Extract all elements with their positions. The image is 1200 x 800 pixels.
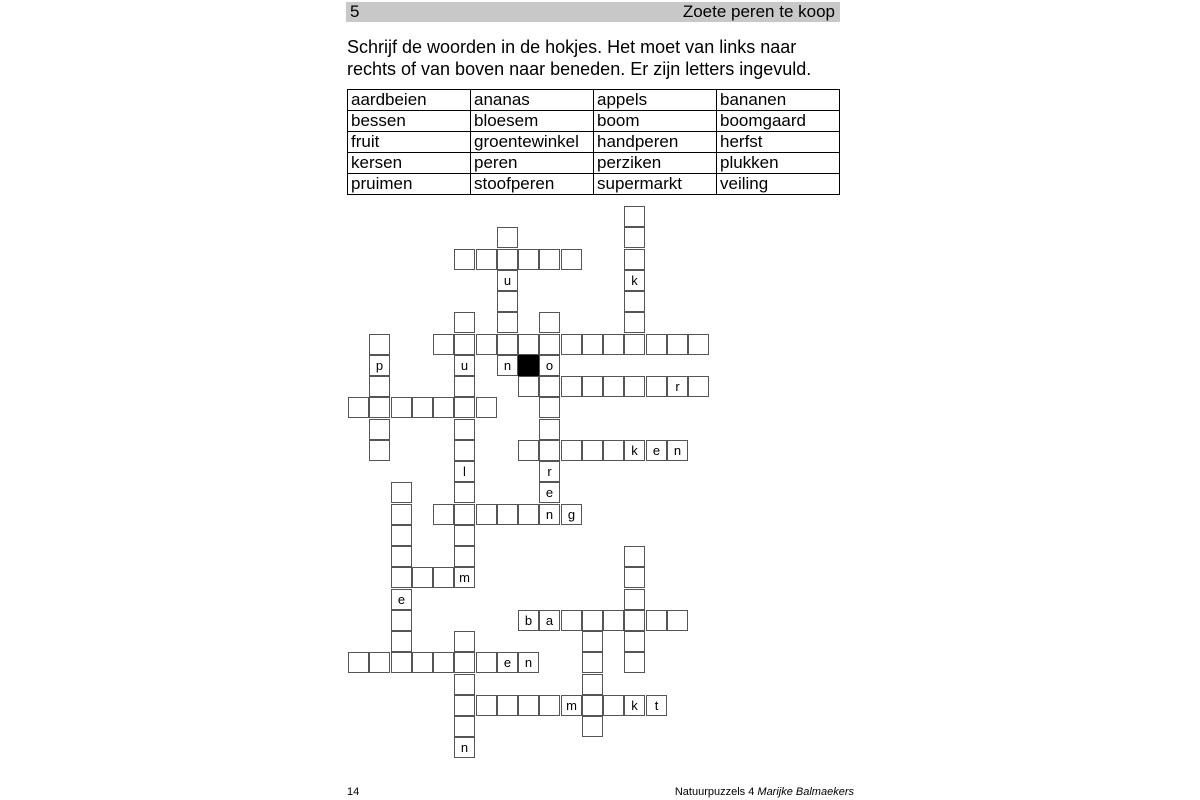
crossword-cell[interactable]: [582, 716, 603, 737]
crossword-cell[interactable]: [476, 397, 497, 418]
word-list-table: [347, 89, 840, 195]
word-cell: supermarkt: [594, 174, 717, 195]
crossword-cell[interactable]: [624, 206, 645, 227]
crossword-cell[interactable]: [518, 334, 539, 355]
crossword-cell[interactable]: [497, 291, 518, 312]
crossword-cell[interactable]: [603, 695, 624, 716]
crossword-letter-cell[interactable]: u: [454, 355, 475, 376]
crossword-cell[interactable]: [454, 312, 475, 333]
crossword-letter-cell[interactable]: b: [518, 610, 539, 631]
crossword-black-cell[interactable]: [518, 355, 539, 376]
crossword-cell[interactable]: [454, 397, 475, 418]
crossword-letter-cell[interactable]: p: [369, 355, 390, 376]
crossword-cell[interactable]: [582, 674, 603, 695]
page-number: 14: [347, 786, 360, 798]
crossword-cell[interactable]: [624, 291, 645, 312]
instruction-line-1: Schrijf de woorden in de hokjes. Het moet van links naar: [347, 37, 797, 57]
crossword-letter-cell[interactable]: m: [561, 695, 582, 716]
crossword-cell[interactable]: [391, 546, 412, 567]
crossword-cell[interactable]: [518, 695, 539, 716]
crossword-cell[interactable]: [624, 631, 645, 652]
word-cell: groentewinkel: [471, 132, 594, 153]
crossword-cell[interactable]: [561, 249, 582, 270]
crossword-letter-cell[interactable]: k: [624, 440, 645, 461]
crossword-cell[interactable]: [582, 695, 603, 716]
word-cell: plukken: [717, 153, 840, 174]
crossword-cell[interactable]: [646, 376, 667, 397]
crossword-cell[interactable]: [539, 312, 560, 333]
crossword-cell[interactable]: [369, 419, 390, 440]
crossword-cell[interactable]: [476, 652, 497, 673]
crossword-letter-cell[interactable]: k: [624, 270, 645, 291]
crossword-cell[interactable]: [624, 227, 645, 248]
footer-credit: [675, 786, 854, 798]
word-cell: stoofperen: [471, 174, 594, 195]
word-cell: peren: [471, 153, 594, 174]
crossword-letter-cell[interactable]: e: [391, 589, 412, 610]
crossword-cell[interactable]: [539, 419, 560, 440]
crossword-cell[interactable]: [433, 567, 454, 588]
crossword-cell[interactable]: [454, 674, 475, 695]
crossword-cell[interactable]: [369, 397, 390, 418]
crossword-cell[interactable]: [518, 440, 539, 461]
crossword-cell[interactable]: [624, 652, 645, 673]
crossword-cell[interactable]: [391, 525, 412, 546]
crossword-letter-cell[interactable]: n: [518, 652, 539, 673]
crossword-cell[interactable]: [454, 546, 475, 567]
crossword-cell[interactable]: [391, 504, 412, 525]
crossword-cell[interactable]: [391, 631, 412, 652]
crossword-cell[interactable]: [688, 334, 709, 355]
crossword-cell[interactable]: [624, 334, 645, 355]
crossword-cell[interactable]: [412, 397, 433, 418]
crossword-letter-cell[interactable]: l: [454, 461, 475, 482]
crossword-cell[interactable]: [412, 652, 433, 673]
crossword-letter-cell[interactable]: n: [454, 737, 475, 758]
crossword-cell[interactable]: [582, 440, 603, 461]
crossword-cell[interactable]: [624, 376, 645, 397]
crossword-cell[interactable]: [412, 567, 433, 588]
crossword-cell[interactable]: [603, 440, 624, 461]
crossword-cell[interactable]: [539, 376, 560, 397]
crossword-cell[interactable]: [539, 397, 560, 418]
crossword-letter-cell[interactable]: g: [561, 504, 582, 525]
puzzle-title: Zoete peren te koop: [682, 2, 835, 21]
crossword-cell[interactable]: [454, 334, 475, 355]
crossword-letter-cell[interactable]: k: [624, 695, 645, 716]
crossword-cell[interactable]: [391, 652, 412, 673]
word-cell: kersen: [348, 153, 471, 174]
crossword-letter-cell[interactable]: m: [454, 567, 475, 588]
crossword-cell[interactable]: [624, 589, 645, 610]
crossword-cell[interactable]: [454, 419, 475, 440]
crossword-letter-cell[interactable]: t: [646, 695, 667, 716]
crossword-cell[interactable]: [348, 397, 369, 418]
crossword-cell[interactable]: [561, 334, 582, 355]
crossword-letter-cell[interactable]: e: [646, 440, 667, 461]
word-row: [348, 174, 840, 195]
word-cell: perziken: [594, 153, 717, 174]
crossword-cell[interactable]: [497, 312, 518, 333]
crossword-cell[interactable]: [497, 227, 518, 248]
word-cell: appels: [594, 90, 717, 111]
crossword-cell[interactable]: [454, 376, 475, 397]
crossword-letter-cell[interactable]: n: [539, 504, 560, 525]
crossword-cell[interactable]: [369, 376, 390, 397]
crossword-letter-cell[interactable]: u: [497, 270, 518, 291]
word-cell: bananen: [717, 90, 840, 111]
crossword-cell[interactable]: [369, 334, 390, 355]
crossword-cell[interactable]: [497, 249, 518, 270]
crossword-cell[interactable]: [433, 652, 454, 673]
crossword-cell[interactable]: [667, 610, 688, 631]
crossword-cell[interactable]: [433, 334, 454, 355]
crossword-cell[interactable]: [476, 334, 497, 355]
crossword-letter-cell[interactable]: e: [539, 482, 560, 503]
crossword-cell[interactable]: [391, 397, 412, 418]
crossword-letter-cell[interactable]: n: [667, 440, 688, 461]
crossword-cell[interactable]: [561, 610, 582, 631]
word-cell: bessen: [348, 111, 471, 132]
crossword-cell[interactable]: [454, 482, 475, 503]
puzzle-number: 5: [350, 2, 360, 21]
crossword-cell[interactable]: [539, 249, 560, 270]
crossword-cell[interactable]: [624, 312, 645, 333]
crossword-cell[interactable]: [454, 525, 475, 546]
crossword-cell[interactable]: [454, 652, 475, 673]
crossword-cell[interactable]: [539, 695, 560, 716]
crossword-cell[interactable]: [518, 504, 539, 525]
book-title: Natuurpuzzels 4: [674, 786, 758, 798]
word-row: [348, 90, 840, 111]
crossword-cell[interactable]: [518, 376, 539, 397]
crossword-cell[interactable]: [454, 695, 475, 716]
header-bar: [346, 2, 840, 22]
crossword-cell[interactable]: [476, 695, 497, 716]
crossword-cell[interactable]: [667, 334, 688, 355]
author-name: Marijke Balmaekers: [757, 786, 854, 798]
crossword-cell[interactable]: [454, 504, 475, 525]
instruction-line-2: rechts of van boven naar beneden. Er zijn letters ingevuld.: [347, 59, 812, 79]
crossword-cell[interactable]: [603, 376, 624, 397]
crossword-cell[interactable]: [391, 567, 412, 588]
word-row: [348, 111, 840, 132]
crossword-cell[interactable]: [454, 631, 475, 652]
word-cell: aardbeien: [348, 90, 471, 111]
crossword-cell[interactable]: [582, 334, 603, 355]
word-cell: veiling: [717, 174, 840, 195]
crossword-cell[interactable]: [518, 249, 539, 270]
crossword-cell[interactable]: [391, 482, 412, 503]
word-cell: fruit: [348, 132, 471, 153]
crossword-cell[interactable]: [646, 610, 667, 631]
word-cell: ananas: [471, 90, 594, 111]
crossword-cell[interactable]: [497, 695, 518, 716]
crossword-cell[interactable]: [688, 376, 709, 397]
crossword-cell[interactable]: [454, 716, 475, 737]
word-cell: herfst: [717, 132, 840, 153]
crossword-cell[interactable]: [646, 334, 667, 355]
instruction-text: [347, 36, 847, 80]
crossword-cell[interactable]: [624, 567, 645, 588]
crossword-cell[interactable]: [582, 376, 603, 397]
crossword-letter-cell[interactable]: e: [497, 652, 518, 673]
crossword-cell[interactable]: [454, 249, 475, 270]
crossword-cell[interactable]: [433, 397, 454, 418]
word-row: [348, 153, 840, 174]
crossword-cell[interactable]: [539, 334, 560, 355]
crossword-cell[interactable]: [561, 376, 582, 397]
crossword-cell[interactable]: [624, 249, 645, 270]
crossword-letter-cell[interactable]: a: [539, 610, 560, 631]
crossword-cell[interactable]: [603, 334, 624, 355]
crossword-cell[interactable]: [582, 631, 603, 652]
crossword-cell[interactable]: [369, 440, 390, 461]
crossword-cell[interactable]: [497, 504, 518, 525]
crossword-cell[interactable]: [369, 652, 390, 673]
crossword-cell[interactable]: [624, 610, 645, 631]
crossword-cell[interactable]: [539, 440, 560, 461]
crossword-cell[interactable]: [603, 610, 624, 631]
crossword-letter-cell[interactable]: r: [539, 461, 560, 482]
word-cell: pruimen: [348, 174, 471, 195]
word-cell: handperen: [594, 132, 717, 153]
crossword-cell[interactable]: [476, 504, 497, 525]
word-cell: boom: [594, 111, 717, 132]
crossword-cell[interactable]: [561, 440, 582, 461]
crossword-cell[interactable]: [582, 652, 603, 673]
crossword-letter-cell[interactable]: r: [667, 376, 688, 397]
crossword-cell[interactable]: [476, 249, 497, 270]
crossword-cell[interactable]: [454, 440, 475, 461]
crossword-cell[interactable]: [391, 610, 412, 631]
word-cell: boomgaard: [717, 111, 840, 132]
crossword-cell[interactable]: [433, 504, 454, 525]
crossword-cell[interactable]: [582, 610, 603, 631]
word-cell: bloesem: [471, 111, 594, 132]
word-row: [348, 132, 840, 153]
crossword-cell[interactable]: [624, 546, 645, 567]
crossword-cell[interactable]: [348, 652, 369, 673]
crossword-cell[interactable]: [497, 334, 518, 355]
crossword-letter-cell[interactable]: o: [539, 355, 560, 376]
crossword-letter-cell[interactable]: n: [497, 355, 518, 376]
